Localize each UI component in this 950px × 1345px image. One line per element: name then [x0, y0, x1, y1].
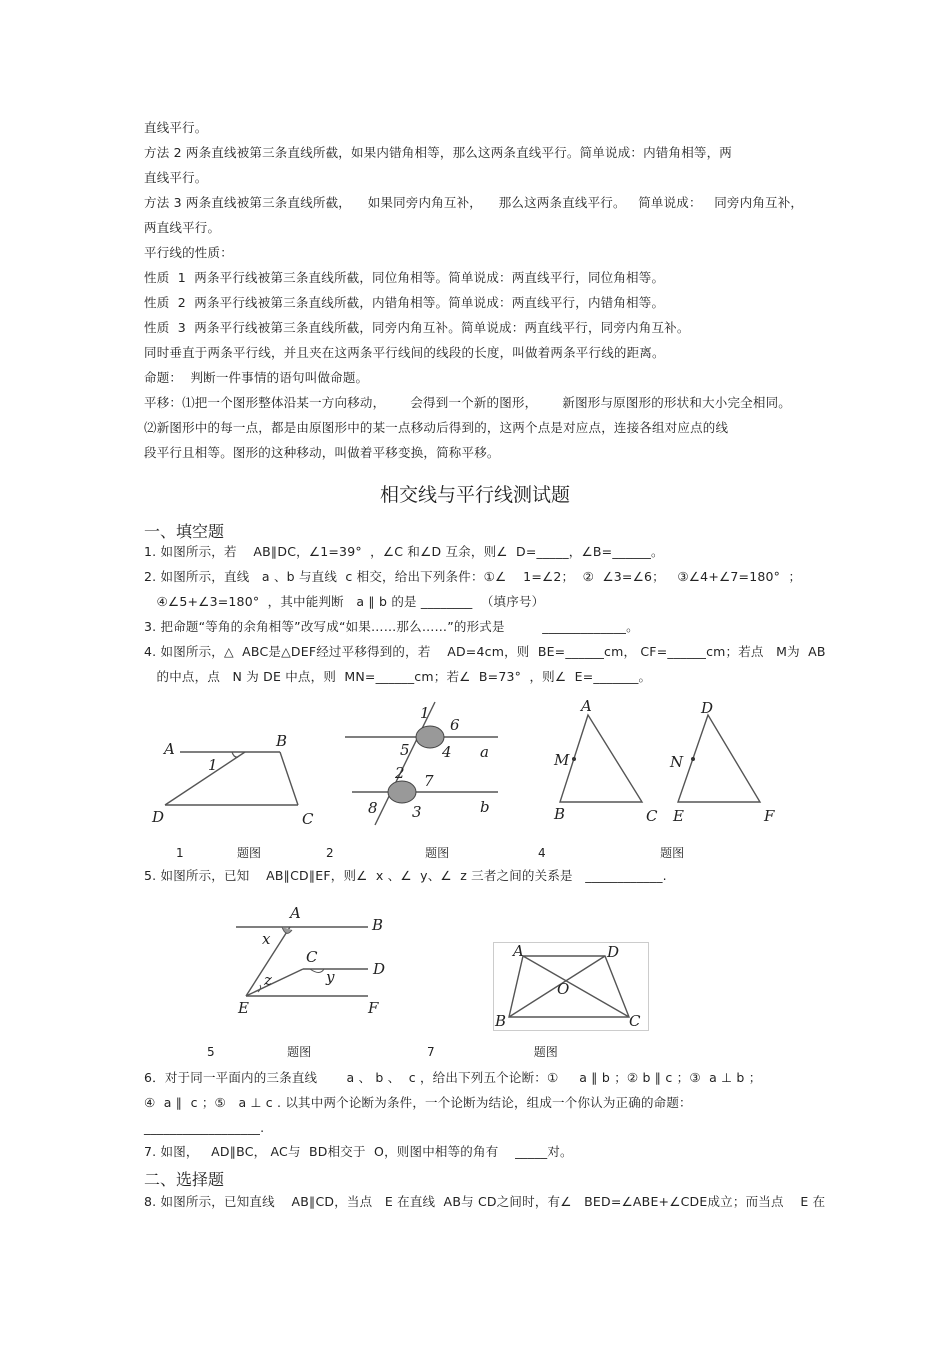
label-8: 8	[368, 799, 378, 817]
question-5: 5. 如图所示，已知 AB∥CD∥EF，则∠ x 、∠ y、∠ z 三者之间的关系是 ____________.	[144, 868, 667, 883]
label-a: a	[480, 743, 489, 761]
text-line: 性质 2 两条平行线被第三条直线所截，内错角相等。简单说成：两直线平行，内错角相等。	[144, 295, 665, 310]
text-line: 命题： 判断一件事情的语句叫做命题。	[144, 370, 369, 385]
label-A: A	[164, 740, 175, 758]
question-4-cont: 的中点，点 N 为 DE 中点，则 MN=______cm；若∠ B=73° ，则∠ E=_______。	[144, 669, 652, 684]
label-B: B	[495, 1012, 507, 1030]
question-6-blank: __________________.	[144, 1120, 265, 1135]
question-2: 2. 如图所示，直线 a 、b 与直线 c 相交，给出下列条件：①∠ 1=∠2； ② ∠3=∠6； ③∠4+∠7=180° ；	[144, 569, 802, 584]
caption-fig5: 5 题图	[207, 1045, 312, 1059]
label-D: D	[152, 808, 165, 826]
label-b: b	[480, 798, 490, 816]
text-line: 直线平行。	[144, 120, 208, 135]
text-line: 平行线的性质：	[144, 245, 233, 260]
caption-fig2: 2 题图	[326, 846, 450, 860]
text-line: 平移：⑴把一个图形整体沿某一方向移动， 会得到一个新的图形， 新图形与原图形的形状和大小完全相同。	[144, 395, 791, 410]
question-7: 7. 如图， AD∥BC， AC与 BD相交于 O，则图中相等的角有 _____对。	[144, 1144, 573, 1159]
text-line: 段平行且相等。图形的这种移动，叫做着平移变换，简称平移。	[144, 445, 500, 460]
label-6: 6	[450, 716, 460, 734]
label-x: x	[262, 930, 271, 948]
label-A: A	[290, 904, 301, 922]
text-line: 直线平行。	[144, 170, 208, 185]
label-4: 4	[442, 743, 452, 761]
caption-fig4: 4 题图	[538, 846, 685, 860]
label-B: B	[276, 732, 288, 750]
caption-fig7: 7 题图	[427, 1045, 558, 1059]
figure-4	[548, 695, 788, 830]
figure-1	[150, 730, 320, 830]
label-M: M	[554, 751, 570, 769]
label-O: O	[557, 980, 570, 998]
question-8: 8. 如图所示，已知直线 AB∥CD，当点 E 在直线 AB与 CD之间时，有∠ BED=∠ABE+∠CDE成立；而当点 E 在	[144, 1194, 826, 1209]
caption-fig1: 1 题图	[176, 846, 262, 860]
label-y: y	[326, 968, 335, 986]
label-N: N	[670, 753, 684, 771]
question-1: 1. 如图所示，若 AB∥DC，∠1=39° ，∠C 和∠D 互余，则∠ D=_____，∠B=______。	[144, 544, 664, 559]
label-C: C	[629, 1012, 641, 1030]
figure-2	[340, 700, 505, 830]
label-D: D	[373, 960, 386, 978]
label-E: E	[238, 999, 249, 1017]
label-5: 5	[400, 741, 410, 759]
section-heading-fill: 一、填空题	[144, 522, 225, 541]
figure-7	[493, 942, 649, 1032]
text-line: ⑵新图形中的每一点，都是由原图形中的某一点移动后得到的，这两个点是对应点，连接各组对应点的线	[144, 420, 729, 435]
label-B: B	[554, 805, 566, 823]
label-E: E	[673, 807, 684, 825]
label-C: C	[302, 810, 314, 828]
label-D: D	[701, 699, 714, 717]
label-A: A	[581, 697, 592, 715]
question-6: 6．对于同一平面内的三条直线 a 、 b 、 c ，给出下列五个论断：① a ∥ b ；② b ∥ c ；③ a ⊥ b ；	[144, 1070, 762, 1085]
label-C: C	[646, 807, 658, 825]
text-line: 性质 1 两条平行线被第三条直线所截，同位角相等。简单说成：两直线平行，同位角相等。	[144, 270, 665, 285]
text-line: 方法 2 两条直线被第三条直线所截，如果内错角相等，那么这两条直线平行。简单说成：内错角相等，两	[144, 145, 733, 160]
label-2: 2	[395, 764, 405, 782]
label-3: 3	[412, 803, 422, 821]
text-line: 性质 3 两条平行线被第三条直线所截，同旁内角互补。简单说成：两直线平行，同旁内角互补。	[144, 320, 690, 335]
figure-5	[228, 900, 403, 1020]
question-6-cont: ④ a ∥ c ；⑤ a ⊥ c . 以其中两个论断为条件，一个论断为结论，组成一个你认为正确的命题：	[144, 1095, 692, 1110]
label-A: A	[513, 942, 524, 960]
text-line: 方法 3 两条直线被第三条直线所截， 如果同旁内角互补， 那么这两条直线平行。 简单说成： 同旁内角互补，	[144, 195, 804, 210]
label-angle-1: 1	[208, 756, 218, 774]
label-D: D	[607, 943, 620, 961]
label-F: F	[764, 807, 775, 825]
question-2-cont: ④∠5+∠3=180° ，其中能判断 a ∥ b 的是 ________ （填序号）	[144, 594, 545, 609]
label-C: C	[306, 948, 318, 966]
section-heading-choice: 二、选择题	[144, 1170, 225, 1189]
label-B: B	[372, 916, 384, 934]
label-F: F	[368, 999, 379, 1017]
question-3: 3. 把命题“等角的余角相等”改写成“如果……那么……”的形式是 _____________。	[144, 619, 639, 634]
text-line: 同时垂直于两条平行线，并且夹在这两条平行线间的线段的长度，叫做着两条平行线的距离。	[144, 345, 665, 360]
question-4: 4. 如图所示，△ ABC是△DEF经过平移得到的，若 AD=4cm，则 BE=______cm， CF=______cm；若点 M为 AB	[144, 644, 826, 659]
label-z: z	[264, 971, 272, 989]
label-1: 1	[420, 704, 430, 722]
page-title: 相交线与平行线测试题	[379, 484, 570, 506]
label-7: 7	[424, 772, 434, 790]
text-line: 两直线平行。	[144, 220, 221, 235]
